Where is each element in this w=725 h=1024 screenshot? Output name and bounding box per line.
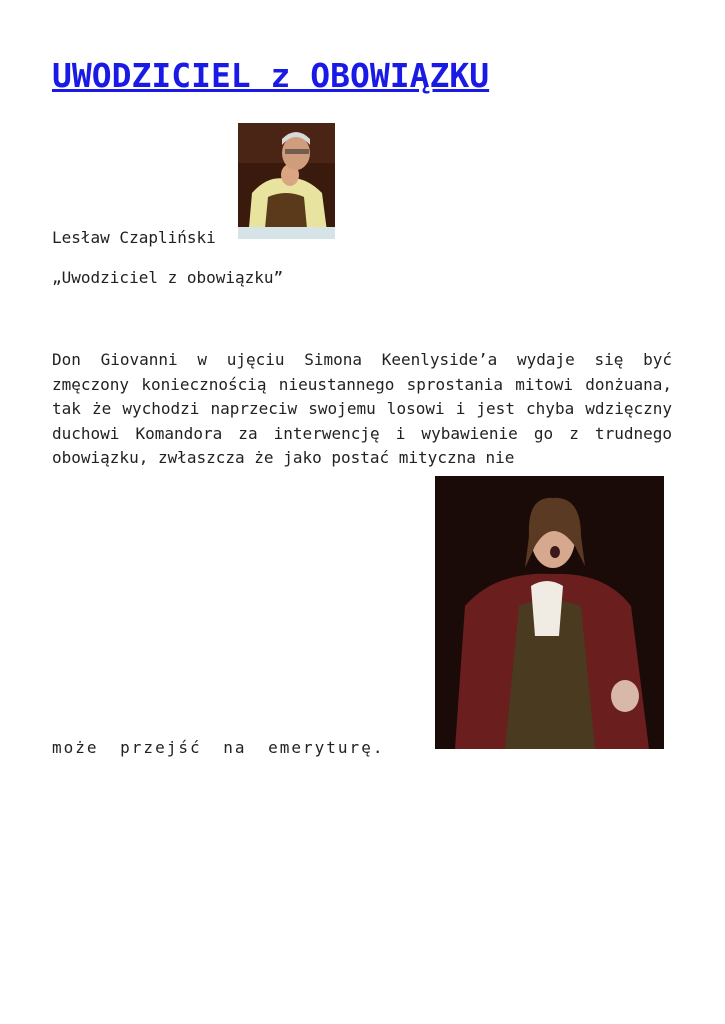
don-giovanni-stage-photo <box>435 476 664 749</box>
article-paragraph: Don Giovanni w ujęciu Simona Keenlyside’a wydaje się być zmęczony koniecznością nieustannego sprostania mitowi donżuana, tak że wychodzi naprzeciw swojemu losowi i jest chyba wdzięczny duchowi Komandora za interwencję i wybawienie go z trudnego obowiązku, zwłaszcza że jako postać mityczna nie <box>52 350 672 468</box>
author-name: Lesław Czapliński <box>52 228 216 247</box>
author-portrait-photo <box>238 123 335 239</box>
article-title-link[interactable]: UWODZICIEL z OBOWIĄZKU <box>52 56 490 95</box>
article-last-line: może przejść na emeryturę. <box>52 738 385 757</box>
article-subtitle: „Uwodziciel z obowiązku” <box>52 268 284 287</box>
